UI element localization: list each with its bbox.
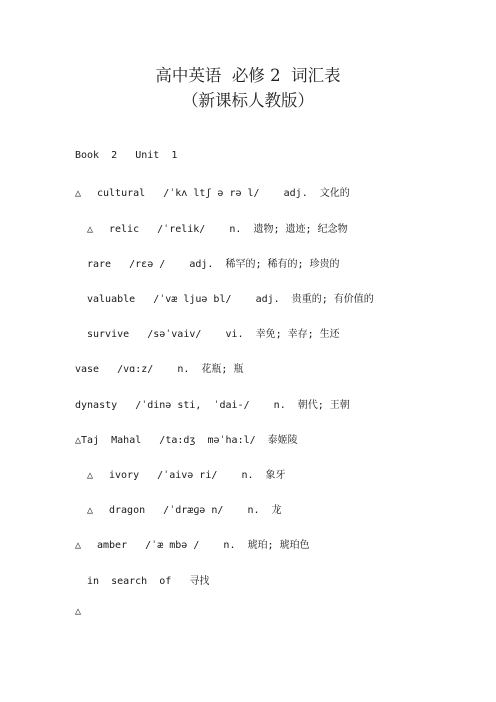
triangle-marker: △ [87,505,94,516]
vocab-entry [75,431,298,446]
triangle-marker: △ [75,540,82,551]
entry-text: dynasty /ˈdinə sti, ˈdai-/ n. 朝代; 王朝 [75,400,350,411]
entry-text: ivory /ˈaivə ri/ n. 象牙 [109,470,286,481]
vocab-entry [87,466,286,481]
triangle-marker: △ [75,435,82,446]
entry-text: rare /rɛə / adj. 稀罕的; 稀有的; 珍贵的 [87,259,340,270]
entry-text: survive /səˈvaiv/ vi. 幸免; 幸存; 生还 [87,329,340,340]
vocab-entry [75,360,243,375]
vocab-entry [75,536,310,551]
triangle-marker: △ [87,224,94,235]
vocab-entry [75,396,350,411]
page-subtitle: （新课标人教版） [182,91,314,110]
triangle-marker: △ [75,188,82,199]
entry-text: Taj Mahal /ta:dʒ məˈha:l/ 泰姬陵 [81,435,298,446]
page-title: 高中英语 必修 2 词汇表 [155,66,341,85]
triangle-marker: △ [75,606,82,617]
entry-text: in search of 寻找 [87,576,210,587]
vocab-entry [87,255,340,270]
triangle-marker: △ [87,470,94,481]
entry-text: relic /ˈrelik/ n. 遗物; 遗迹; 纪念物 [109,224,348,235]
entry-text: amber /ˈæ mbə / n. 琥珀; 琥珀色 [97,540,310,551]
vocab-entry [75,606,81,617]
entry-text: cultural /ˈkʌ ltʃ ə rə l/ adj. 文化的 [97,188,350,199]
entry-text: dragon /ˈdræɡə n/ n. 龙 [109,505,282,516]
vocab-entry [87,325,340,340]
vocab-entry [87,290,374,305]
vocab-entry [87,501,282,516]
entry-text: vase /vɑ:z/ n. 花瓶; 瓶 [75,364,244,375]
vocab-entry [87,572,209,587]
entry-text: valuable /ˈvæ ljuə bl/ adj. 贵重的; 有价值的 [87,294,374,305]
section-heading: Book 2 Unit 1 [75,150,178,161]
vocab-entry [87,220,348,235]
vocab-entry [75,184,350,199]
